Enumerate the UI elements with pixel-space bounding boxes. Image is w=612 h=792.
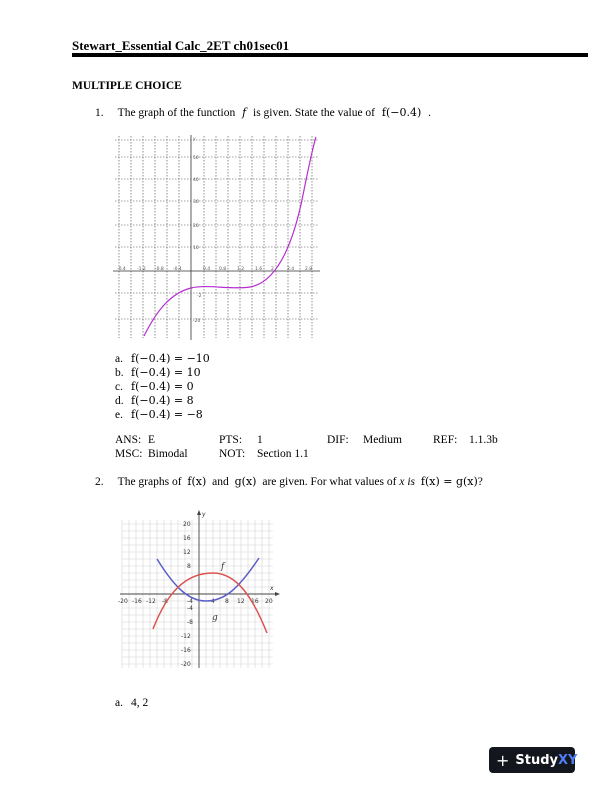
ans-label: ANS: — [115, 434, 142, 446]
x-tick: 16 — [251, 598, 259, 605]
ans-value: E — [148, 434, 156, 446]
question-text: The graphs of — [117, 476, 182, 488]
msc-value: Bimodal — [148, 448, 188, 460]
x-tick: -16 — [132, 598, 142, 605]
y-tick: 20 — [193, 224, 199, 229]
y-tick: 10 — [193, 246, 199, 251]
y-tick: -8 — [187, 619, 193, 626]
x-axis-label: x — [270, 585, 274, 592]
y-tick: 20 — [183, 521, 191, 528]
question-text: ? — [477, 476, 483, 488]
x-tick: -8 — [162, 598, 168, 605]
q2-function-graph — [115, 508, 285, 671]
y-tick: -2 — [197, 294, 202, 299]
x-tick: 2.8 — [305, 267, 313, 272]
math-expression: f(x) = g(x) — [420, 475, 478, 488]
logo-text: StudyXY — [515, 752, 578, 768]
x-tick: 1.6 — [255, 267, 263, 272]
question-text: The graph of the function — [117, 107, 236, 119]
y-tick: 40 — [193, 178, 199, 183]
x-tick: 8 — [225, 598, 229, 605]
x-tick: -20 — [118, 598, 128, 605]
question-number: 1. — [95, 107, 104, 119]
y-tick: 30 — [193, 200, 199, 205]
x-tick: -0.8 — [155, 267, 164, 272]
q1-function-graph — [113, 135, 320, 340]
pts-value: 1 — [257, 434, 263, 446]
question-number: 2. — [95, 476, 104, 488]
ref-value: 1.1.3b — [469, 434, 498, 446]
studyxy-logo[interactable] — [489, 747, 578, 773]
f-curve — [153, 573, 267, 633]
header-rule — [72, 53, 588, 57]
question-2 — [95, 475, 483, 488]
question-text: are given. For what values of — [262, 476, 397, 488]
x-tick: 20 — [265, 598, 273, 605]
x-tick: 2 — [271, 267, 274, 272]
y-tick: -20 — [193, 319, 201, 324]
x-tick: 0.4 — [203, 267, 211, 272]
math-expression: f(−0.4) — [381, 106, 422, 119]
y-tick: 8 — [187, 563, 191, 570]
y-tick: 50 — [193, 156, 199, 161]
dif-value: Medium — [363, 434, 402, 446]
y-tick: 16 — [183, 535, 191, 542]
g-curve-label: g — [212, 613, 218, 623]
x-tick: -1.2 — [137, 267, 146, 272]
x-tick: -12 — [146, 598, 156, 605]
function-symbol: f — [242, 106, 247, 119]
y-axis-arrow-icon — [197, 510, 201, 515]
question-text: . — [428, 107, 432, 119]
x-tick: 0.8 — [219, 267, 227, 272]
not-value: Section 1.1 — [257, 448, 309, 460]
document-title: Stewart_Essential Calc_2ET ch01sec01 — [72, 38, 290, 53]
not-label: NOT: — [219, 448, 246, 460]
x-tick: 4 — [211, 598, 215, 605]
pts-label: PTS: — [219, 434, 243, 446]
question-text: is given. State the value of — [253, 107, 376, 119]
f-curve-label: f — [221, 562, 225, 572]
y-tick: -4 — [187, 605, 193, 612]
variable: x is — [399, 476, 416, 488]
section-title: MULTIPLE CHOICE — [72, 80, 182, 92]
q1-choices — [115, 352, 210, 422]
plus-icon: + — [496, 750, 510, 770]
ref-label: REF: — [433, 434, 458, 446]
x-axis-arrow-icon — [275, 592, 280, 596]
choice-a[interactable]: a. 4, 2 — [115, 697, 149, 709]
y-axis-label: y — [193, 137, 196, 142]
y-axis-label: y — [202, 511, 206, 518]
x-tick: 2.4 — [287, 267, 295, 272]
y-tick: -12 — [181, 633, 191, 640]
choice-d[interactable]: d. f(−0.4) = 8 — [115, 394, 194, 407]
q1-answer-meta — [115, 433, 575, 461]
x-tick: -0.4 — [117, 267, 126, 272]
choice-b[interactable]: b. f(−0.4) = 10 — [115, 366, 201, 379]
function-curve — [144, 137, 316, 336]
x-tick: 1.2 — [237, 267, 245, 272]
msc-label: MSC: — [115, 448, 143, 460]
q2-choices — [115, 697, 148, 710]
choice-c[interactable]: c. f(−0.4) = 0 — [115, 380, 194, 393]
x-tick: 12 — [237, 598, 245, 605]
dif-label: DIF: — [327, 434, 349, 446]
y-tick: 12 — [183, 549, 191, 556]
x-tick: -0.4 — [173, 267, 182, 272]
question-1 — [95, 106, 431, 119]
question-text: and — [212, 476, 229, 488]
choice-a[interactable]: a. f(−0.4) = −10 — [115, 352, 210, 365]
math-expression: f(x) — [187, 475, 207, 488]
y-tick: -16 — [181, 647, 191, 654]
y-tick: -20 — [181, 661, 191, 668]
choice-e[interactable]: e. f(−0.4) = −8 — [115, 408, 203, 421]
math-expression: g(x) — [234, 475, 257, 488]
x-tick: -4 — [187, 598, 193, 605]
